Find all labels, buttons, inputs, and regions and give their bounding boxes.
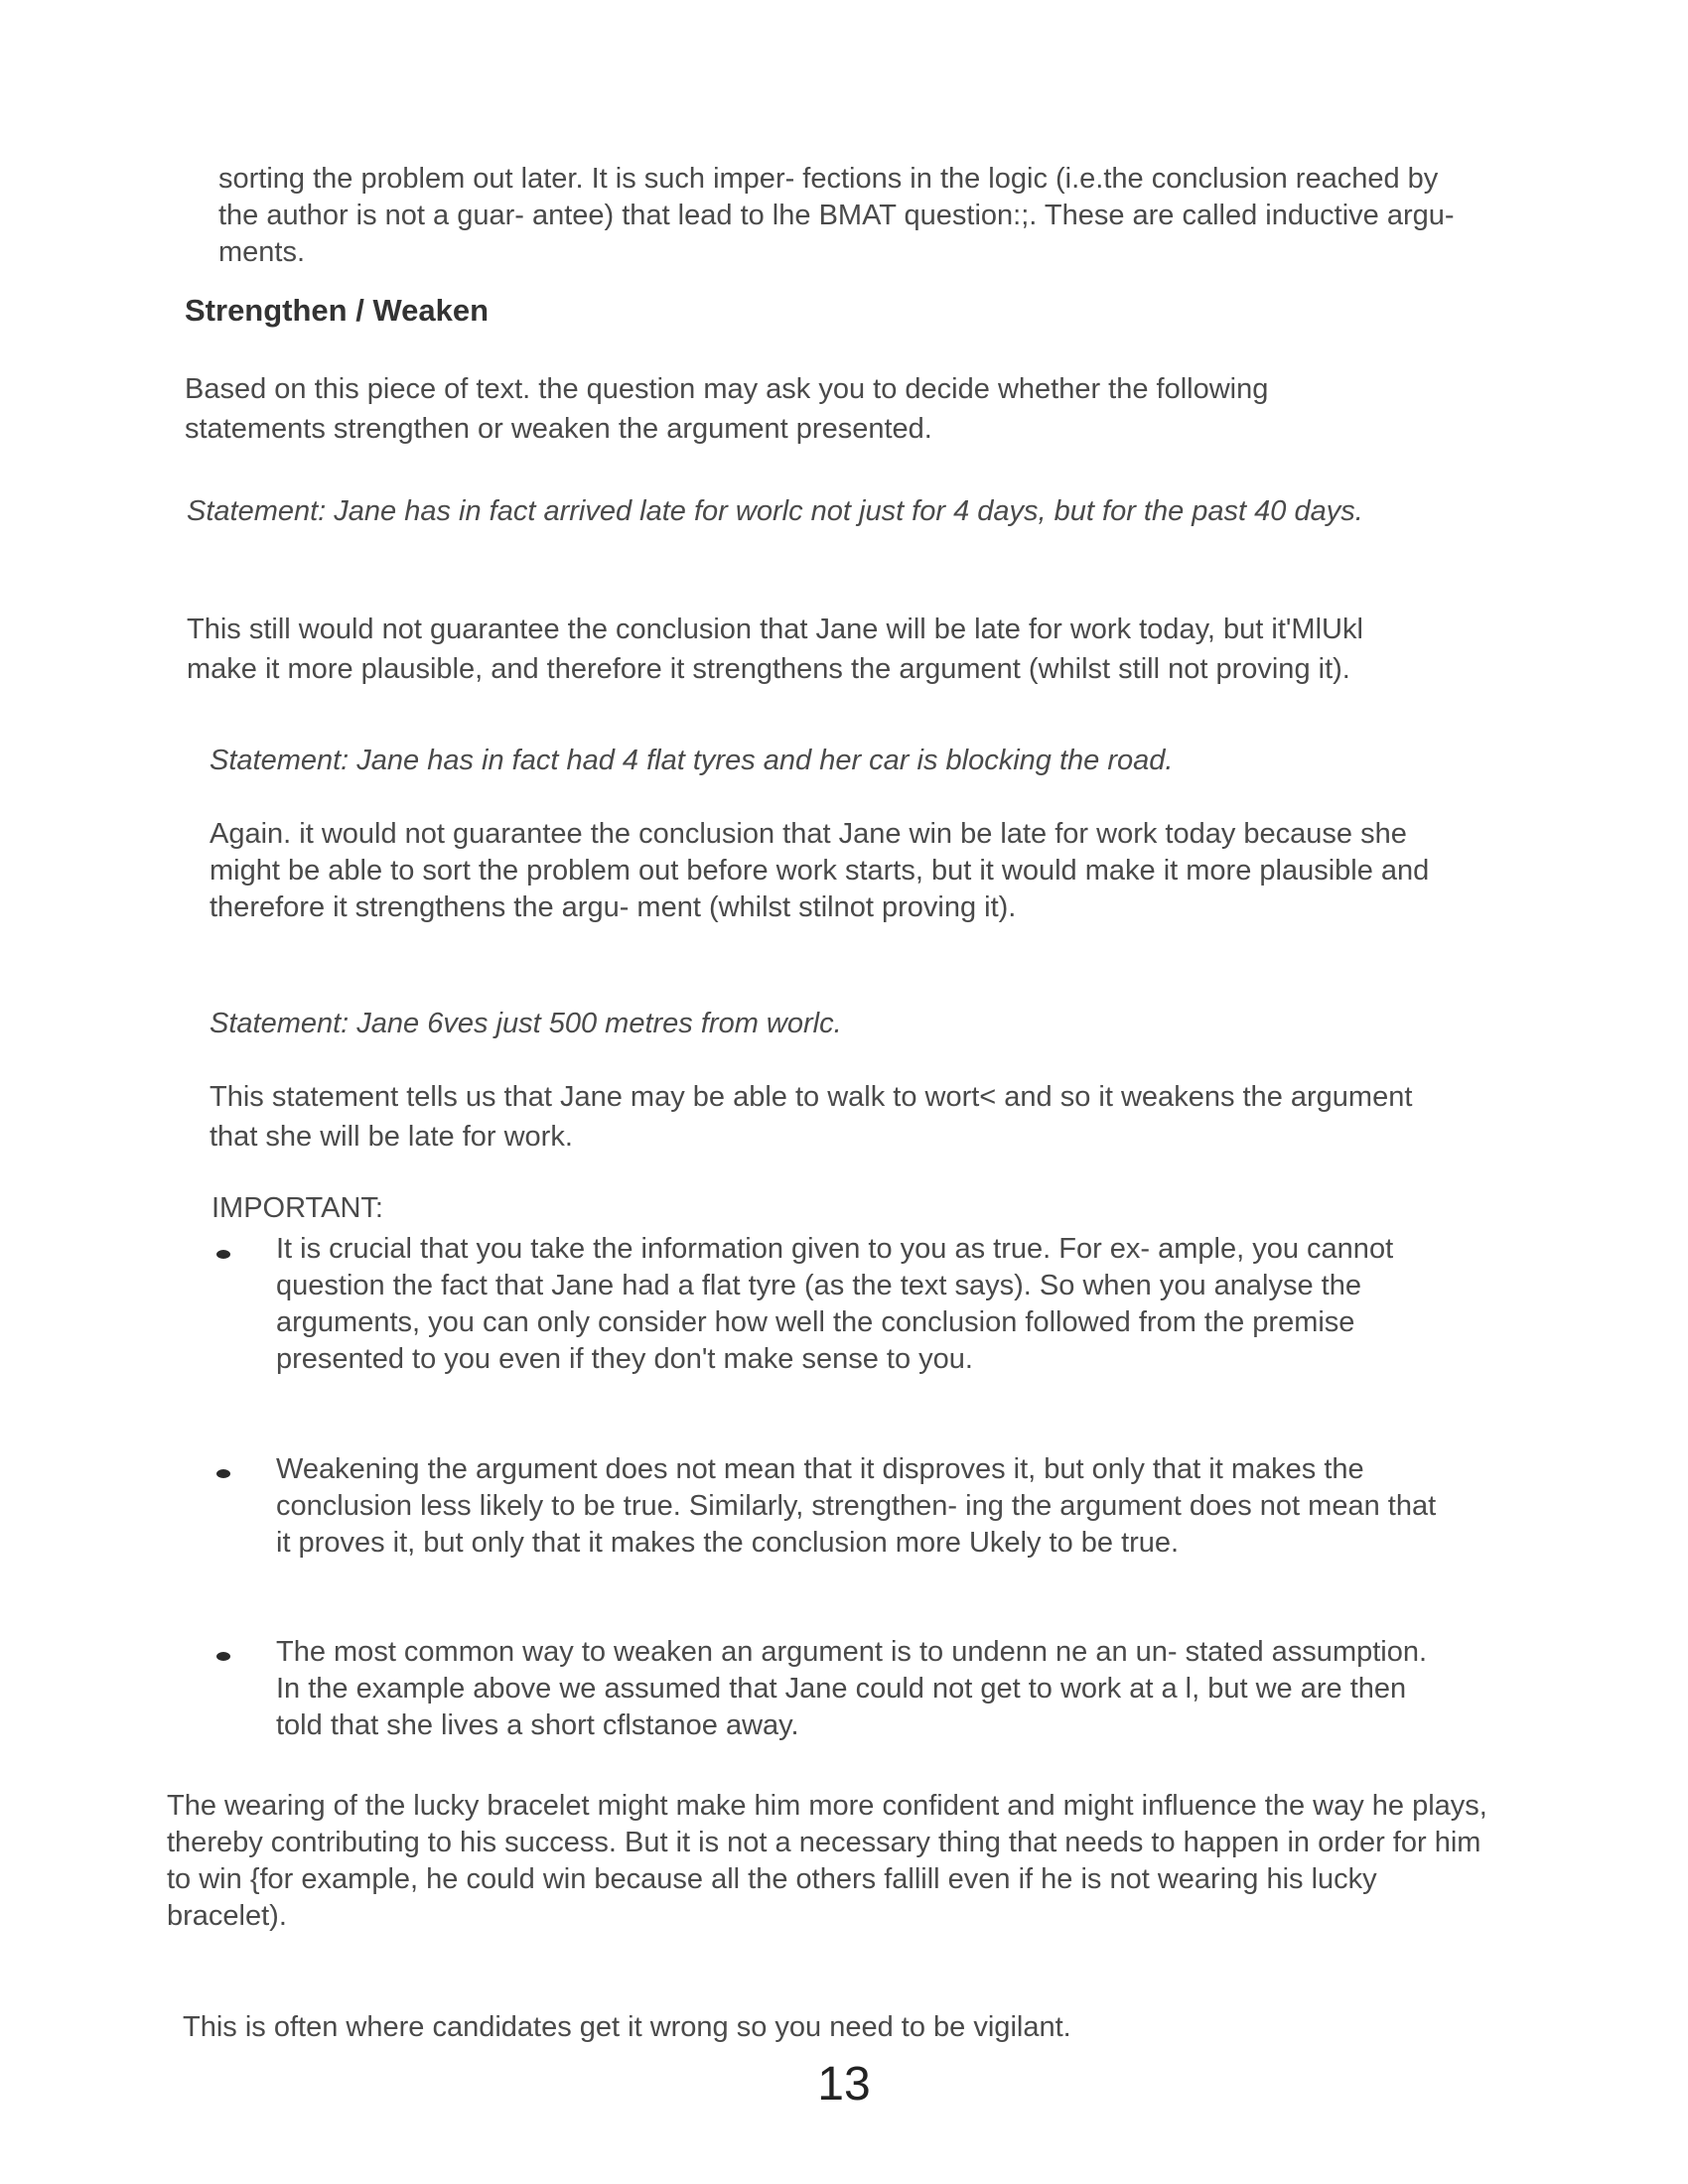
statement-3: Statement: Jane 6ves just 500 metres from worlc. bbox=[210, 1008, 842, 1039]
intro-paragraph: sorting the problem out later. It is such imper- fections in the logic (i.e.the conclusion reached by the author is not a guar- antee) that lead to lhe BMAT question:;. These are called inductive argu- ments. bbox=[218, 163, 1455, 268]
bullet-item-3: The most common way to weaken an argument is to undenn ne an un- stated assumption. In the example above we assumed that Jane could not get to work at a l, but we are then told that she lives a short cflstanoe away. bbox=[276, 1636, 1428, 1741]
bracelet-paragraph: The wearing of the lucky bracelet might make him more confident and might influence the way he plays, thereby contributing to his success. But it is not a necessary thing that needs to happen in order for him to win {for example, he could win because all the others fallill even if he is not wearing his lucky bracelet). bbox=[167, 1790, 1487, 1932]
statement-2: Statement: Jane has in fact had 4 flat tyres and her car is blocking the road. bbox=[210, 745, 1174, 776]
explanation-3: This statement tells us that Jane may be able to walk to wort< and so it weakens the argument that she will be late for work. bbox=[210, 1081, 1413, 1153]
bullet-dot-1 bbox=[216, 1250, 230, 1259]
page-number: 13 bbox=[817, 2058, 871, 2111]
explanation-2: Again. it would not guarantee the conclusion that Jane win be late for work today because she might be able to sort the problem out before work starts, but it would make it more plausible and therefore it strengthens the argu- ment (whilst stilnot proving it). bbox=[210, 818, 1430, 923]
bullet-item-2: Weakening the argument does not mean that it disproves it, but only that it makes the conclusion less likely to be true. Similarly, strengthen- ing the argument does not mean that it proves it, but only that it makes the conclusion more Ukely to be true. bbox=[276, 1453, 1437, 1559]
bullet-item-1: It is crucial that you take the information given to you as true. For ex- ample, you cannot question the fact that Jane had a flat tyre (as the text says). So when you analyse the arguments, you can only consider how well the conclusion followed from the premise presented to you even if they don't make sense to you. bbox=[276, 1233, 1394, 1375]
closing-line: This is often where candidates get it wrong so you need to be vigilant. bbox=[183, 2011, 1071, 2043]
explanation-1: This still would not guarantee the conclusion that Jane will be late for work today, but it'MlUkl make it more plausible, and therefore it strengthens the argument (whilst still not proving it). bbox=[187, 614, 1363, 685]
section-intro: Based on this piece of text. the question may ask you to decide whether the following statements strengthen or weaken the argument presented. bbox=[185, 373, 1269, 445]
statement-1: Statement: Jane has in fact arrived late for worlc not just for 4 days, but for the past 40 days. bbox=[187, 495, 1363, 527]
section-heading: Strengthen / Weaken bbox=[185, 293, 490, 328]
important-label: IMPORTANT: bbox=[211, 1192, 383, 1224]
bullet-dot-2 bbox=[216, 1469, 230, 1478]
bullet-dot-3 bbox=[216, 1652, 230, 1661]
